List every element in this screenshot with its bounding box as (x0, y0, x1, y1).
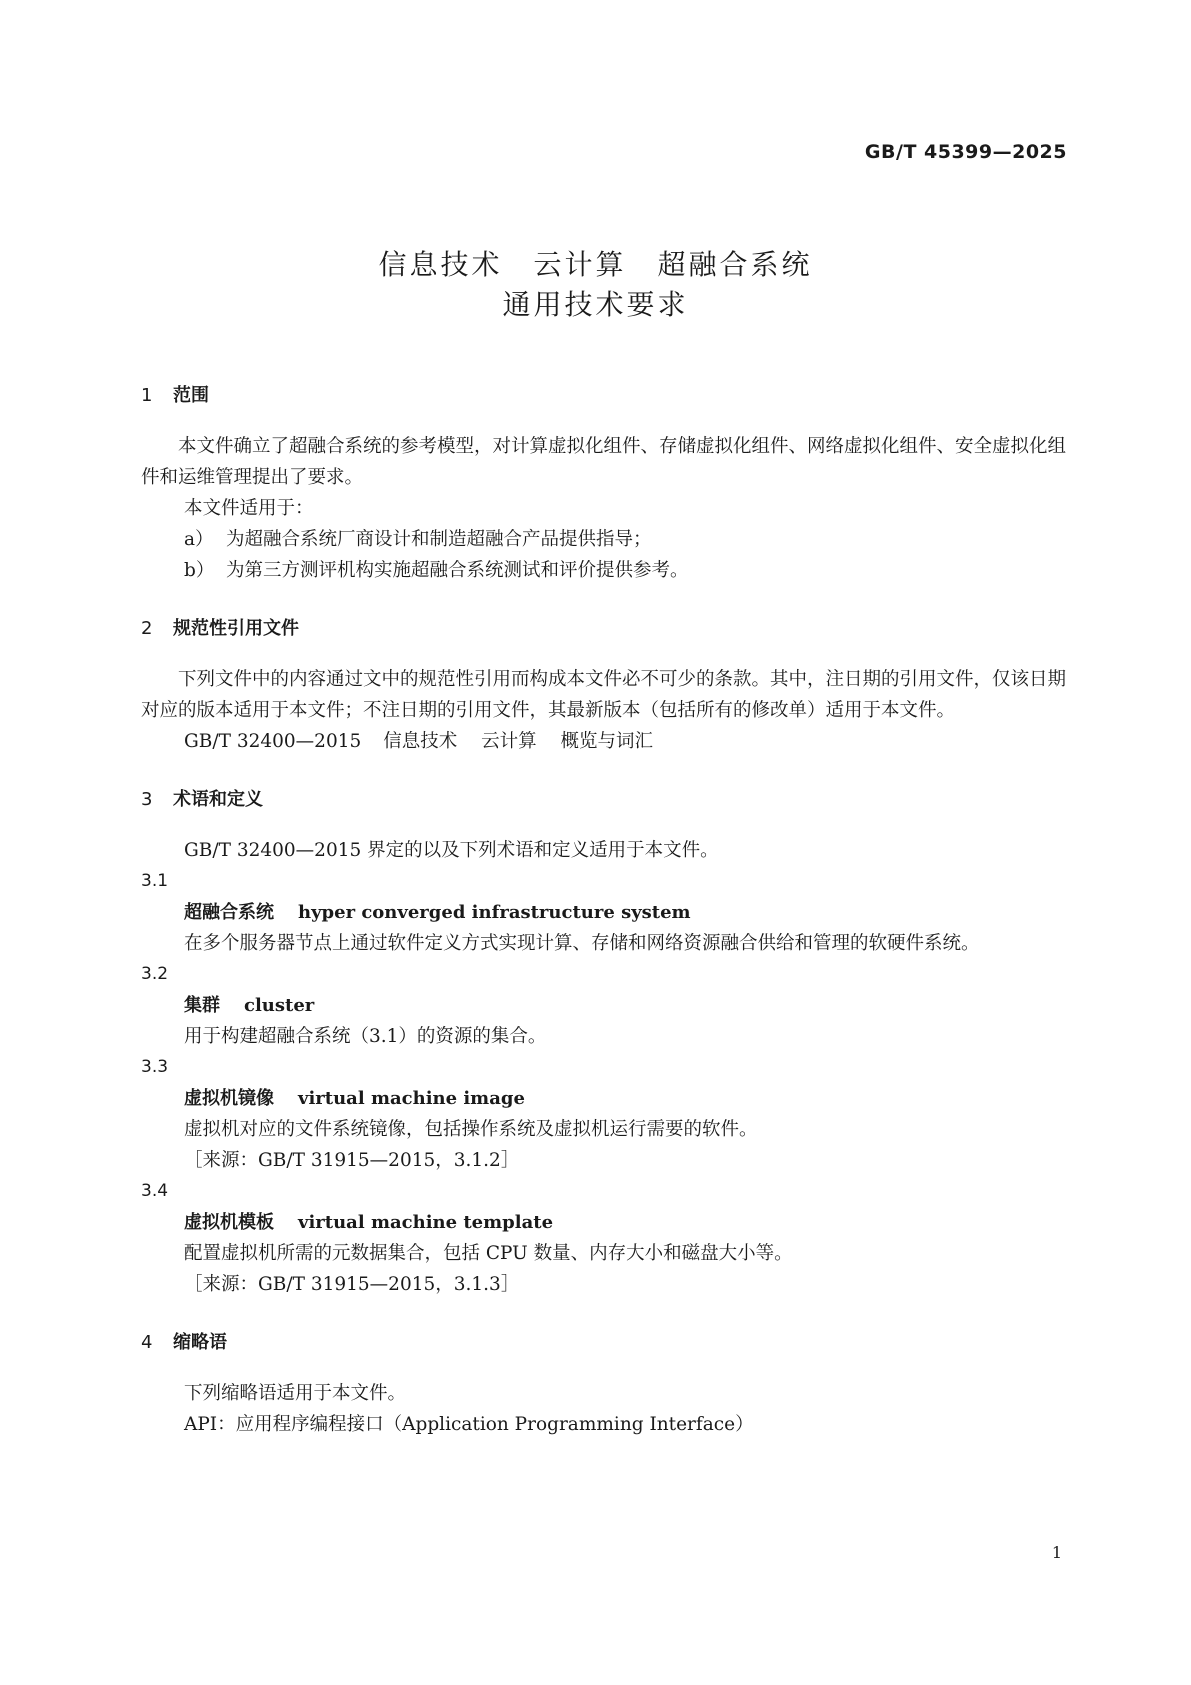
reference-title: 信息技术 云计算 概览与词汇 (383, 731, 654, 752)
list-marker: a） (184, 529, 214, 550)
term-number: 3.2 (141, 964, 169, 984)
section-title: 术语和定义 (173, 789, 263, 810)
term-name (141, 897, 1066, 928)
paragraph: GB/T 32400—2015 界定的以及下列术语和定义适用于本文件。 (184, 840, 719, 861)
reference-entry (141, 726, 1066, 757)
term-definition: 配置虚拟机所需的元数据集合，包括 CPU 数量、内存大小和磁盘大小等。 (184, 1243, 793, 1264)
section-number: 1 (141, 385, 153, 406)
section-number: 2 (141, 618, 153, 639)
term-number: 3.4 (141, 1181, 169, 1201)
section-title: 缩略语 (173, 1332, 227, 1353)
list-item (141, 524, 1066, 555)
standard-code: GB/T 45399—2025 (864, 141, 1067, 163)
reference-code: GB/T 32400—2015 (184, 731, 362, 752)
term-name (141, 990, 1066, 1021)
paragraph: 本文件适用于： (184, 498, 314, 519)
title-line-2: 通用技术要求 (502, 288, 689, 321)
term-number: 3.1 (141, 871, 169, 891)
term-name-cn: 集群 (184, 995, 220, 1016)
term-name-en: virtual machine template (298, 1212, 554, 1233)
term-source: ［来源：GB/T 31915—2015，3.1.2］ (184, 1150, 520, 1171)
section-heading-abbreviations (141, 1330, 1066, 1356)
term-name (141, 1083, 1066, 1114)
section-heading-normative-references (141, 616, 1066, 642)
document-title (0, 245, 1191, 325)
section-title: 范围 (173, 385, 209, 406)
page-number: 1 (1051, 1543, 1062, 1562)
term-name-cn: 虚拟机模板 (184, 1212, 274, 1233)
term-name-cn: 虚拟机镜像 (184, 1088, 274, 1109)
paragraph: 本文件确立了超融合系统的参考模型，对计算虚拟化组件、存储虚拟化组件、网络虚拟化组件、安全虚拟化组件和运维管理提出了要求。 (141, 436, 1067, 488)
list-item-text: 为超融合系统厂商设计和制造超融合产品提供指导； (226, 529, 652, 550)
section-title: 规范性引用文件 (173, 618, 299, 639)
document-body (141, 383, 1066, 1440)
term-definition: 虚拟机对应的文件系统镜像，包括操作系统及虚拟机运行需要的软件。 (184, 1119, 758, 1140)
paragraph: 下列缩略语适用于本文件。 (184, 1383, 407, 1404)
term-name-en: cluster (244, 995, 315, 1016)
section-number: 3 (141, 789, 153, 810)
section-heading-scope (141, 383, 1066, 409)
section-number: 4 (141, 1332, 153, 1353)
list-item (141, 555, 1066, 586)
section-heading-terms (141, 787, 1066, 813)
term-name-cn: 超融合系统 (184, 902, 274, 923)
list-marker: b） (184, 560, 215, 581)
term-number: 3.3 (141, 1057, 169, 1077)
term-name-en: virtual machine image (298, 1088, 525, 1109)
term-name-en: hyper converged infrastructure system (298, 902, 691, 923)
abbreviation-entry: API：应用程序编程接口（Application Programming Interface） (184, 1414, 754, 1435)
term-name (141, 1207, 1066, 1238)
term-definition: 用于构建超融合系统（3.1）的资源的集合。 (184, 1026, 547, 1047)
term-source: ［来源：GB/T 31915—2015，3.1.3］ (184, 1274, 520, 1295)
paragraph: 下列文件中的内容通过文中的规范性引用而构成本文件必不可少的条款。其中，注日期的引用文件，仅该日期对应的版本适用于本文件；不注日期的引用文件，其最新版本（包括所有的修改单）适用于本文件。 (141, 669, 1067, 721)
title-line-1: 信息技术 云计算 超融合系统 (378, 248, 813, 281)
list-item-text: 为第三方测评机构实施超融合系统测试和评价提供参考。 (226, 560, 689, 581)
term-definition: 在多个服务器节点上通过软件定义方式实现计算、存储和网络资源融合供给和管理的软硬件系统。 (184, 933, 980, 954)
